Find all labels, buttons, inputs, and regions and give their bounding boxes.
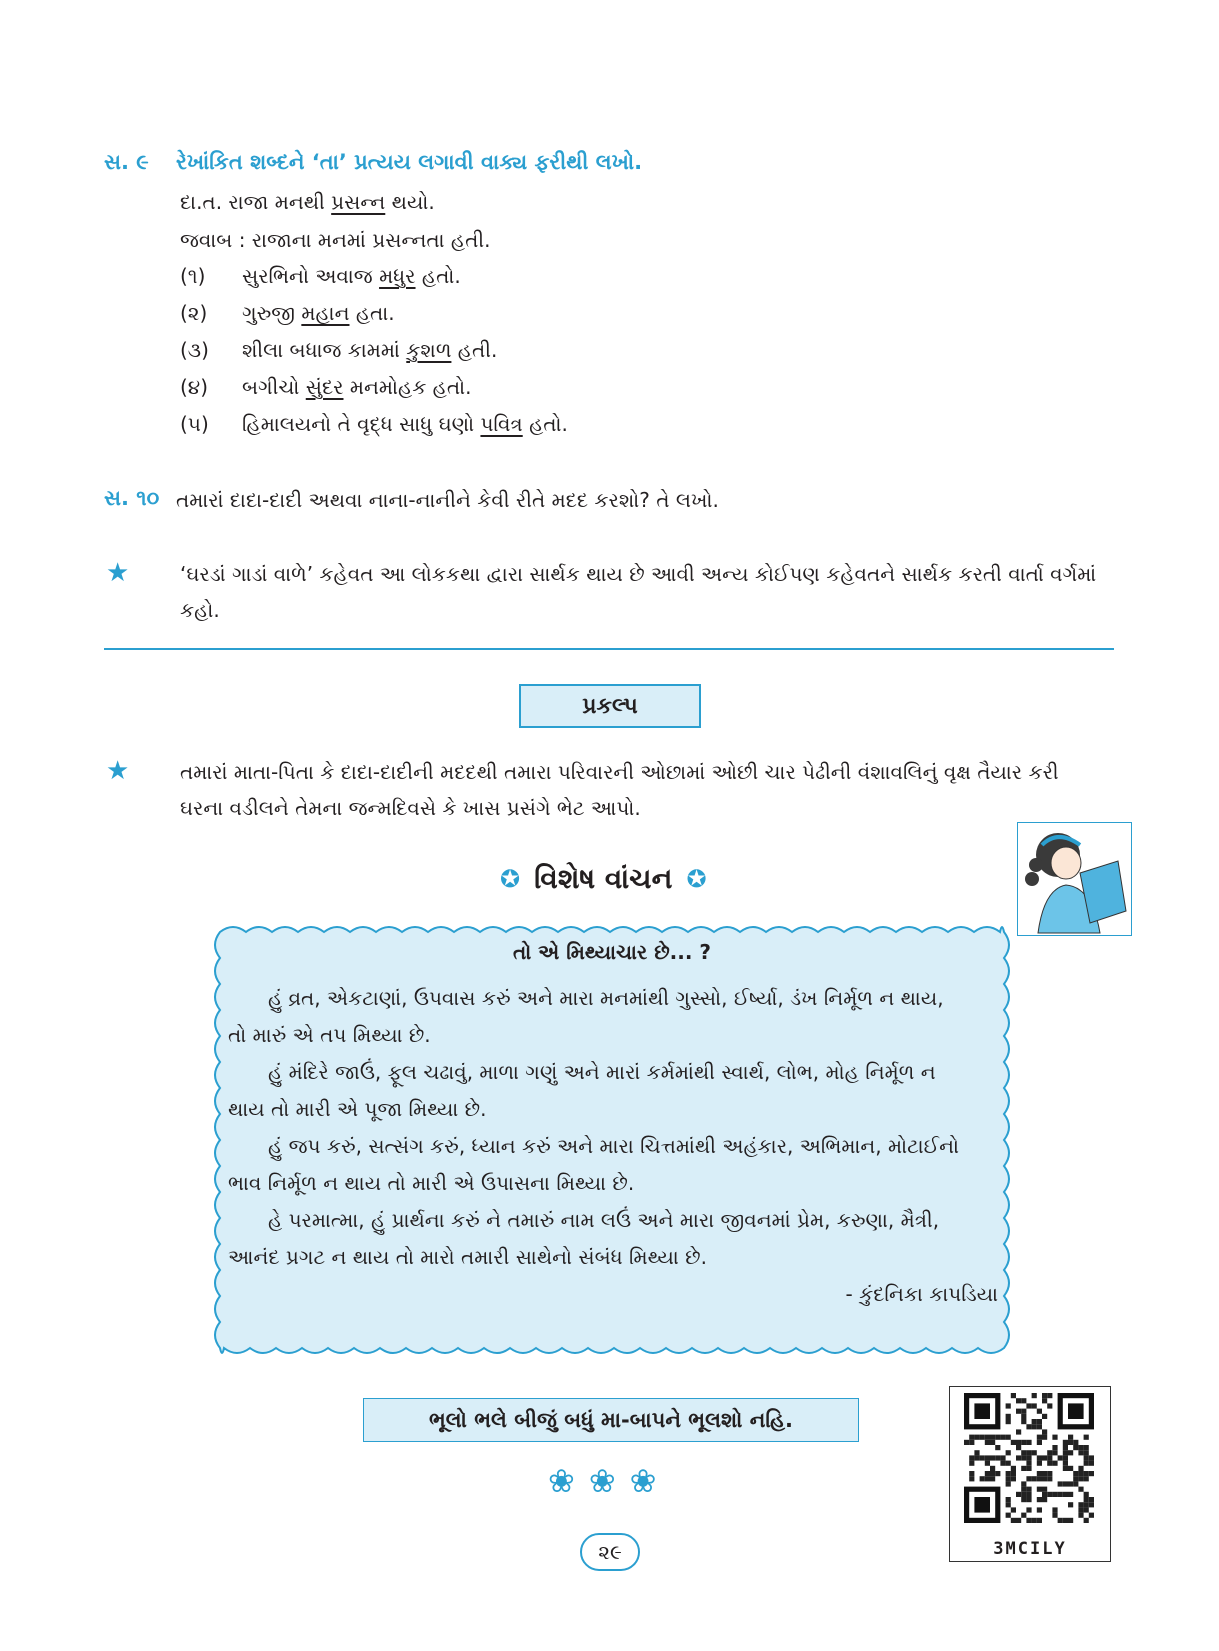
list-item — [180, 410, 568, 447]
qr-code-label: 3MCILY — [993, 1539, 1067, 1559]
item-underlined: પવિત્ર — [480, 412, 523, 436]
item-number: (૪) — [180, 375, 209, 399]
para2-line1: હું મંદિરે જાઉં, ફૂલ ચઢાવું, માળા ગણું અને મારાં કર્મમાંથી સ્વાર્થ, લોભ, મોહ નિર્મૂળ ન — [268, 1060, 936, 1084]
flower-icon: ❀ — [588, 1462, 616, 1500]
special-reading-heading — [500, 862, 707, 896]
item-number: (૨) — [180, 301, 208, 325]
project-text — [180, 758, 1112, 822]
flower-decoration — [548, 1462, 656, 1500]
item-text-end: હતો. — [415, 264, 461, 288]
item-number: (૩) — [180, 338, 209, 362]
para3-line2: ભાવ નિર્મૂળ ન થાય તો મારી એ ઉપાસના મિથ્યા છે. — [228, 1171, 635, 1195]
project-text-line2: ઘરના વડીલને તેમના જન્મદિવસે કે ખાસ પ્રસંગે ભેટ આપો. — [180, 796, 641, 820]
item-text-end: હતી. — [451, 338, 498, 362]
list-item — [180, 262, 568, 299]
q9-answer: જવાબ : રાજાના મનમાં પ્રસન્નતા હતી. — [180, 228, 491, 252]
para4-line1: હે પરમાત્મા, હું પ્રાર્થના કરું ને તમારું નામ લઉં અને મારા જીવનમાં પ્રેમ, કરુણા, મૈત્રી, — [268, 1208, 940, 1232]
project-text-line1: તમારાં માતા-પિતા કે દાદા-દાદીની મદદથી તમારા પરિવારની ઓછામાં ઓછી ચાર પેઢીની વંશાવલિનું વૃક્ષ તૈયાર કરી — [180, 760, 1059, 784]
item-underlined: સુંદર — [305, 375, 344, 399]
q9-example-underlined: પ્રસન્ન — [331, 190, 386, 214]
reading-body — [228, 980, 998, 1313]
girl-reading-illustration — [1017, 822, 1132, 936]
star-activity-1 — [180, 560, 1110, 624]
special-reading-box — [212, 924, 1012, 1356]
item-text: હિમાલયનો તે વૃદ્ધ સાધુ ઘણો — [242, 412, 481, 436]
flower-icon: ❀ — [548, 1462, 575, 1500]
para1-line2: તો મારું એ તપ મિથ્યા છે. — [228, 1023, 431, 1047]
qr-code[interactable] — [949, 1386, 1111, 1562]
list-item — [180, 336, 568, 373]
q9-example — [180, 188, 435, 216]
item-text-end: મનમોહક હતો. — [343, 375, 472, 399]
question-9-title: રેખાંકિત શબ્દને ‘તા’ પ્રત્યય લગાવી વાક્ય ફરીથી લખો. — [176, 150, 643, 174]
q9-items-list — [180, 262, 568, 447]
special-reading-title: વિશેષ વાંચન — [534, 862, 673, 895]
question-10-number: સ. ૧૦ — [104, 486, 160, 510]
slogan-box: ભૂલો ભલે બીજું બધું મા-બાપને ભૂલશો નહિ. — [363, 1398, 859, 1442]
para3-line1: હું જપ કરું, સત્સંગ કરું, ધ્યાન કરું અને મારા ચિત્તમાંથી અહંકાર, અભિમાન, મોટાઈનો — [268, 1134, 959, 1158]
flower-icon: ✪ — [686, 865, 707, 893]
item-number: (૫) — [180, 412, 209, 436]
q9-example-pre: દા.ત. રાજા મનથી — [180, 190, 332, 214]
item-underlined: મહાન — [301, 301, 350, 325]
question-10-text: તમારાં દાદા-દાદી અથવા નાના-નાનીને કેવી રીતે મદદ કરશો? તે લખો. — [176, 488, 719, 512]
reading-box-title: તો એ મિથ્યાચાર છે... ? — [512, 940, 712, 964]
item-text: શીલા બધાજ કામમાં — [242, 338, 407, 362]
page-number: ૨૯ — [580, 1533, 640, 1571]
question-9-number: સ. ૯ — [104, 150, 149, 174]
item-text: ગુરુજી — [242, 301, 302, 325]
reading-author: - કુંદનિકા કાપડિયા — [845, 1282, 998, 1306]
project-heading: પ્રકલ્પ — [519, 684, 701, 728]
para4-line2: આનંદ પ્રગટ ન થાય તો મારો તમારી સાથેનો સંબંધ મિથ્યા છે. — [228, 1245, 707, 1269]
flower-icon: ❀ — [629, 1462, 657, 1500]
star-icon: ★ — [106, 756, 130, 786]
list-item — [180, 373, 568, 410]
item-text: બગીચો — [242, 375, 306, 399]
section-divider — [104, 648, 1114, 650]
item-underlined: મધુર — [379, 264, 416, 288]
item-text-end: હતા. — [349, 301, 395, 325]
star-activity-1-line1: ‘ઘરડાં ગાડાં વાળે’ કહેવત આ લોકકથા દ્વારા સાર્થક થાય છે આવી અન્ય કોઈપણ કહેવતને સાર્થક કરતી વાર્તા વર્ગમાં — [180, 562, 1097, 586]
para2-line2: થાય તો મારી એ પૂજા મિથ્યા છે. — [228, 1097, 487, 1121]
item-text-end: હતો. — [522, 412, 568, 436]
star-activity-1-line2: કહો. — [180, 598, 220, 622]
item-number: (૧) — [180, 264, 206, 288]
star-icon: ★ — [106, 558, 130, 588]
qr-code-pattern — [950, 1387, 1110, 1535]
list-item — [180, 299, 568, 336]
item-underlined: કુશળ — [406, 338, 452, 362]
para1-line1: હું વ્રત, એકટાણાં, ઉપવાસ કરું અને મારા મનમાંથી ગુસ્સો, ઈર્ષ્યા, ડંખ નિર્મૂળ ન થાય, — [268, 986, 944, 1010]
item-text: સુરભિનો અવાજ — [242, 264, 380, 288]
q9-example-post: થયો. — [385, 190, 435, 214]
flower-icon: ✪ — [500, 865, 521, 893]
